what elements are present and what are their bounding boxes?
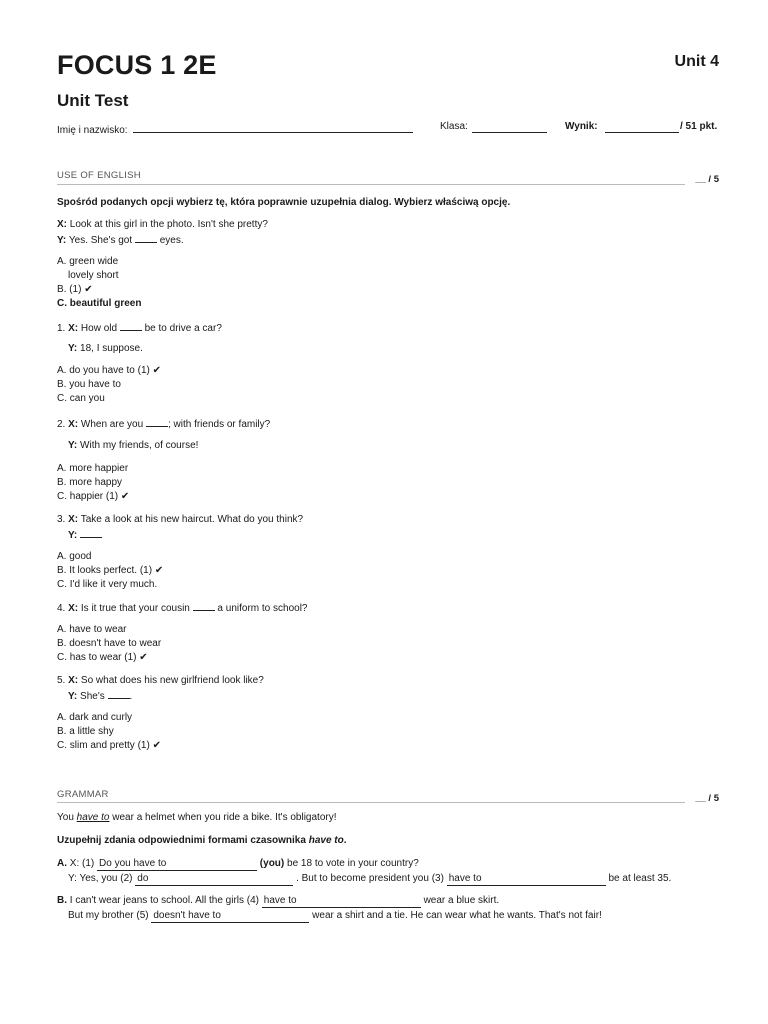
option-b[interactable]: B. It looks perfect. (1) ✔	[57, 565, 164, 576]
option-c[interactable]: C. I'd like it very much.	[57, 579, 158, 590]
option-c[interactable]: C. slim and pretty (1) ✔	[57, 740, 161, 751]
option-a[interactable]: A. have to wear	[57, 624, 127, 635]
example-options	[57, 255, 141, 311]
option-b[interactable]: B. (1) ✔	[57, 284, 93, 295]
gap-blank[interactable]	[135, 232, 157, 243]
dialog-line: Yes. She's got	[68, 235, 133, 246]
speaker-y: Y:	[68, 343, 78, 354]
dialog-line: Take a look at his new haircut. What do you think?	[80, 514, 304, 525]
grammar-exercise-b	[57, 894, 602, 923]
dialog-line: When are you	[80, 419, 144, 430]
gap-blank[interactable]	[80, 527, 102, 538]
speaker-y: Y:	[68, 691, 78, 702]
answer-field-3[interactable]: have to	[447, 873, 606, 886]
exercise-text: Y: Yes, you (2)	[68, 873, 133, 884]
option-c[interactable]: C. can you	[57, 393, 105, 404]
option-b[interactable]: B. a little shy	[57, 726, 114, 737]
dialog-line: eyes.	[159, 235, 184, 246]
score-field[interactable]	[605, 120, 679, 133]
class-field[interactable]	[472, 120, 547, 133]
answer-field-2[interactable]: do	[135, 873, 293, 886]
answer-field-1[interactable]: Do you have to	[97, 858, 257, 871]
speaker-y: Y:	[68, 440, 78, 451]
question-1-reply	[68, 342, 143, 356]
option-c[interactable]: C. happier (1) ✔	[57, 491, 130, 502]
speaker-x: X:	[68, 323, 79, 334]
dialog-line: Look at this girl in the photo. Isn't she pretty?	[69, 219, 268, 230]
page-title: FOCUS 1 2E	[57, 50, 217, 80]
section-score-use-of-english: __ / 5	[695, 174, 719, 185]
question-4	[57, 600, 307, 616]
speaker-x: X:	[68, 419, 79, 430]
gap-blank[interactable]	[146, 416, 168, 427]
section-score-grammar: __ / 5	[695, 793, 719, 804]
exercise-text: I can't wear jeans to school. All the girls (4)	[69, 895, 259, 906]
exercise-label: B.	[57, 895, 67, 906]
grammar-exercise-a	[57, 857, 671, 886]
exercise-text: be 18 to vote in your country?	[287, 858, 419, 869]
example-dialog	[57, 218, 268, 248]
dialog-line: 18, I suppose.	[80, 343, 143, 354]
dialog-line: a uniform to school?	[217, 603, 308, 614]
speaker-x: X:	[68, 603, 79, 614]
page-subtitle: Unit Test	[57, 91, 129, 110]
example-text: You	[57, 812, 74, 823]
speaker-x: X:	[68, 514, 79, 525]
option-a[interactable]: A. good	[57, 551, 92, 562]
instruction-verb: have to	[308, 835, 344, 846]
question-3-options	[57, 550, 163, 592]
question-number: 3.	[57, 514, 66, 525]
dialog-line: So what does his new girlfriend look like?	[80, 675, 264, 686]
gap-blank[interactable]	[193, 600, 215, 611]
instruction-use-of-english: Spośród podanych opcji wybierz tę, która poprawnie uzupełnia dialog. Wybierz właściwą opcję.	[57, 197, 511, 208]
question-3	[57, 513, 303, 543]
question-1-options	[57, 364, 161, 406]
score-label: Wynik:	[565, 121, 598, 132]
question-2	[57, 416, 270, 432]
answer-field-5[interactable]: doesn't have to	[151, 910, 309, 923]
speaker-x: X:	[57, 219, 67, 230]
option-a[interactable]: A. do you have to (1) ✔	[57, 365, 161, 376]
name-field[interactable]	[133, 120, 413, 133]
dialog-line: She's	[80, 691, 105, 702]
option-a[interactable]: A. more happier	[57, 463, 129, 474]
option-b[interactable]: B. more happy	[57, 477, 123, 488]
exercise-text: . But to become president you (3)	[296, 873, 444, 884]
dialog-line: ; with friends or family?	[167, 419, 271, 430]
speaker-x: X:	[68, 675, 79, 686]
question-number: 4.	[57, 603, 66, 614]
exercise-text: wear a shirt and a tie. He can wear what he wants. That's not fair!	[312, 910, 602, 921]
instruction-text: Uzupełnij zdania odpowiednimi formami czasownika	[57, 835, 306, 846]
section-heading-grammar: GRAMMAR	[57, 789, 109, 800]
question-5-options	[57, 711, 161, 753]
question-number: 1.	[57, 323, 66, 334]
student-info-row	[57, 120, 719, 138]
option-c[interactable]: C. beautiful green	[57, 298, 142, 309]
option-b[interactable]: B. you have to	[57, 379, 121, 390]
dialog-line: How old	[80, 323, 118, 334]
dialog-line: be to drive a car?	[144, 323, 222, 334]
exercise-text: be at least 35.	[608, 873, 672, 884]
section-divider	[57, 184, 685, 185]
option-a[interactable]: A. green wide	[57, 256, 119, 267]
gap-blank[interactable]	[120, 320, 142, 331]
option-b[interactable]: B. doesn't have to wear	[57, 638, 162, 649]
score-total: / 51 pkt.	[680, 121, 718, 132]
gap-blank[interactable]	[108, 688, 130, 699]
dialog-line: .	[129, 691, 133, 702]
question-2-reply	[68, 439, 198, 453]
exercise-hint: (you)	[259, 858, 285, 869]
speaker-y: Y:	[57, 235, 67, 246]
question-number: 2.	[57, 419, 66, 430]
unit-label: Unit 4	[674, 53, 719, 70]
speaker-y: Y:	[68, 530, 78, 541]
question-5	[57, 674, 264, 704]
name-label: Imię i nazwisko:	[57, 125, 128, 136]
instruction-grammar: Uzupełnij zdania odpowiednimi formami czasownika have to.	[57, 835, 347, 846]
question-1	[57, 320, 222, 336]
question-4-options	[57, 623, 161, 665]
dialog-line: Is it true that your cousin	[80, 603, 190, 614]
exercise-text: X: (1)	[69, 858, 95, 869]
example-text: wear a helmet when you ride a bike. It's obligatory!	[112, 812, 337, 823]
example-answer: have to	[76, 812, 110, 823]
question-2-options	[57, 462, 129, 504]
exercise-text: wear a blue skirt.	[423, 895, 500, 906]
dialog-line: With my friends, of course!	[80, 440, 199, 451]
exercise-label: A.	[57, 858, 67, 869]
class-label: Klasa:	[440, 121, 468, 132]
answer-field-4[interactable]: have to	[262, 895, 421, 908]
grammar-example	[57, 811, 337, 825]
option-a-cont: lovely short	[68, 270, 119, 281]
section-divider	[57, 802, 685, 803]
question-number: 5.	[57, 675, 66, 686]
section-heading-use-of-english: USE OF ENGLISH	[57, 170, 141, 181]
option-c[interactable]: C. has to wear (1) ✔	[57, 652, 148, 663]
exercise-text: But my brother (5)	[68, 910, 149, 921]
option-a[interactable]: A. dark and curly	[57, 712, 133, 723]
